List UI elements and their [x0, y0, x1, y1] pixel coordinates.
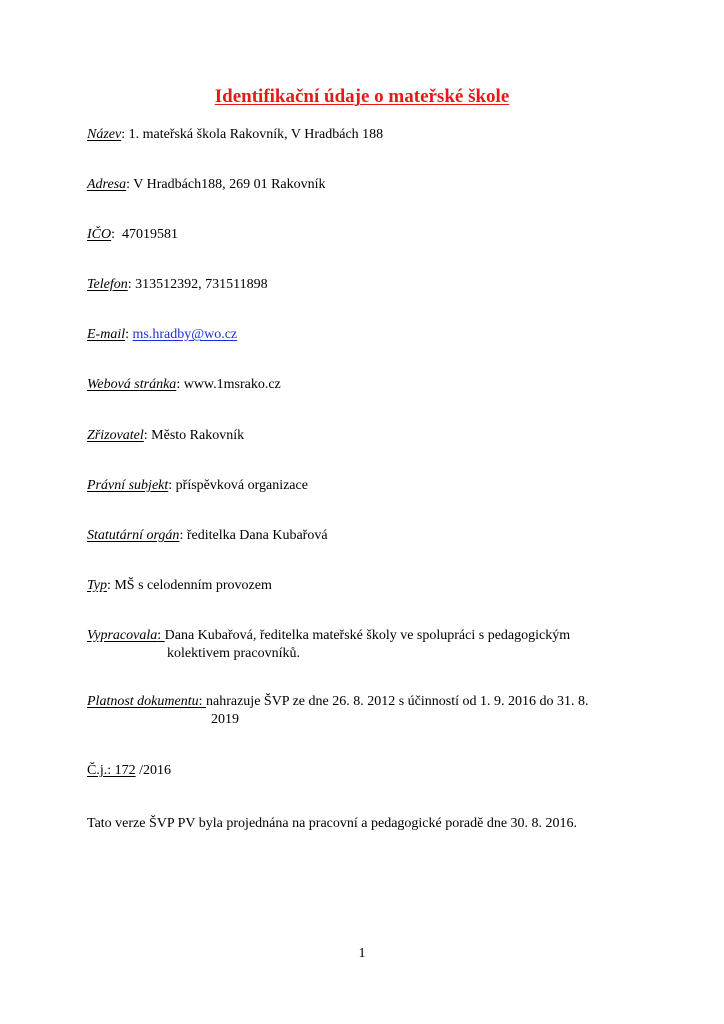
field-label: Typ — [87, 578, 107, 593]
field-sep: : — [157, 628, 165, 643]
page-title: Identifikační údaje o mateřské škole — [214, 86, 510, 107]
field-label: Statutární orgán — [87, 528, 180, 543]
field-pravni-subjekt — [87, 477, 308, 495]
field-label: IČO — [87, 227, 112, 242]
field-label: Název — [87, 127, 122, 142]
field-value: příspěvková organizace — [175, 478, 308, 493]
field-sep: : — [198, 694, 206, 709]
field-sep: : — [125, 327, 133, 342]
field-label: Adresa — [87, 177, 127, 192]
field-sep: : — [126, 177, 134, 192]
field-label: Zřizovatel — [87, 428, 144, 443]
field-statutarni-organ — [87, 527, 328, 545]
field-label: Platnost dokumentu — [87, 694, 199, 709]
field-value: /2016 — [135, 763, 172, 778]
field-value: ředitelka Dana Kubařová — [186, 528, 328, 543]
field-email — [87, 326, 237, 344]
footnote: Tato verze ŠVP PV byla projednána na pracovní a pedagogické poradě dne 30. 8. 2016. — [87, 816, 578, 831]
field-value: Dana Kubařová, ředitelka mateřské školy ve spolupráci s pedagogickým — [164, 628, 571, 643]
field-vypracovala — [87, 627, 570, 645]
field-sep: : — [121, 127, 129, 142]
field-platnost-continuation: 2019 — [211, 712, 239, 727]
field-adresa — [87, 176, 326, 194]
field-label: Webová stránka — [87, 377, 177, 392]
field-value: MŠ s celodenním provozem — [114, 578, 272, 593]
field-label: Telefon — [87, 277, 128, 292]
field-zrizovatel — [87, 427, 244, 445]
field-value: Město Rakovník — [151, 428, 245, 443]
field-cj — [87, 762, 171, 780]
field-value: 313512392, 731511898 — [135, 277, 268, 292]
field-label: Č.j.: 172 — [87, 763, 136, 778]
field-label: Vypracovala — [87, 628, 158, 643]
field-platnost — [87, 693, 589, 711]
field-ico — [87, 226, 178, 244]
field-vypracovala-continuation: kolektivem pracovníků. — [167, 646, 300, 661]
field-sep: : — [106, 578, 115, 593]
field-sep: : — [168, 478, 176, 493]
page-number: 1 — [358, 946, 366, 961]
field-sep: : — [127, 277, 136, 292]
field-value: 1. mateřská škola Rakovník, V Hradbách 188 — [128, 127, 384, 142]
field-nazev — [87, 126, 383, 144]
field-label: Právní subjekt — [87, 478, 169, 493]
field-sep: : — [111, 227, 123, 242]
field-web — [87, 376, 281, 394]
field-value: V Hradbách188, 269 01 Rakovník — [133, 177, 326, 192]
email-link[interactable]: ms.hradby@wo.cz — [132, 327, 238, 342]
field-value: 47019581 — [122, 227, 179, 242]
field-label: E-mail — [87, 327, 126, 342]
field-telefon — [87, 276, 268, 294]
field-sep: : — [176, 377, 184, 392]
field-value: www.1msrako.cz — [183, 377, 281, 392]
field-sep: : — [143, 428, 152, 443]
field-sep: : — [179, 528, 187, 543]
field-typ — [87, 577, 272, 595]
field-value: nahrazuje ŠVP ze dne 26. 8. 2012 s účinností od 1. 9. 2016 do 31. 8. — [206, 694, 589, 709]
